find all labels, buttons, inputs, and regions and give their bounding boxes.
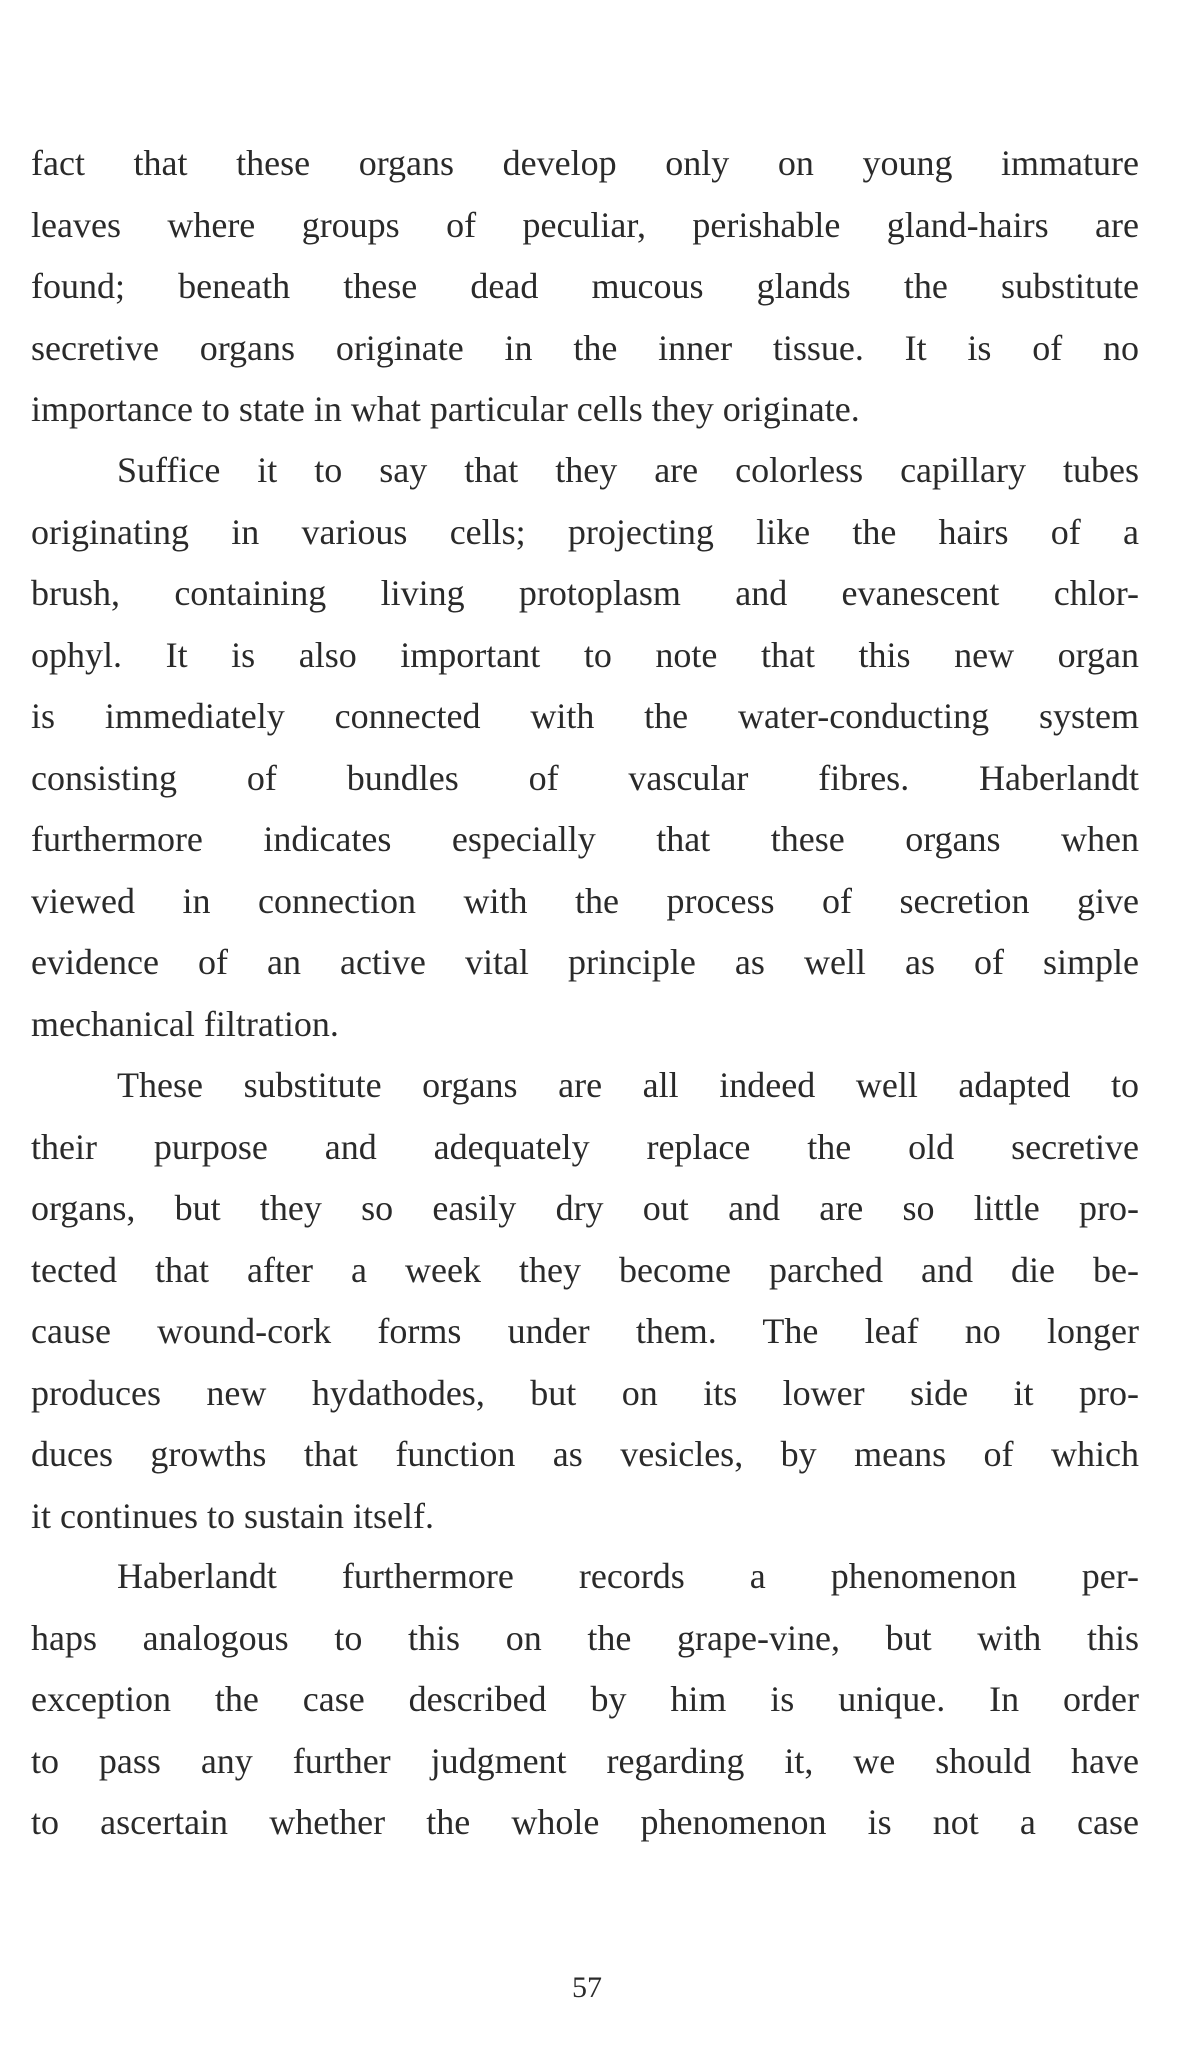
text-line: produces new hydathodes, but on its lower side it pro-	[31, 1372, 1139, 1413]
text-line: viewed in connection with the process of secretion give	[31, 880, 1139, 921]
text-line: exception the case described by him is unique. In order	[31, 1679, 1139, 1719]
text-line: organs, but they so easily dry out and are so little pro-	[31, 1188, 1139, 1228]
text-line: fact that these organs develop only on young immature	[31, 143, 1139, 183]
paragraph-4	[31, 1546, 1139, 1854]
text-line: secretive organs originate in the inner tissue. It is of no	[31, 327, 1139, 368]
paragraph-1	[31, 133, 1139, 441]
text-line: leaves where groups of peculiar, perishable gland-hairs are	[31, 204, 1139, 245]
text-line: cause wound-cork forms under them. The leaf no longer	[31, 1311, 1139, 1351]
text-line: evidence of an active vital principle as well as of simple	[31, 942, 1139, 982]
text-line: is immediately connected with the water-conducting system	[31, 696, 1139, 736]
text-line: haps analogous to this on the grape-vine, but with this	[31, 1617, 1139, 1658]
text-line: duces growths that function as vesicles, by means of which	[31, 1434, 1139, 1474]
text-line: consisting of bundles of vascular fibres. Haberlandt	[31, 757, 1139, 798]
text-line: originating in various cells; projecting like the hairs of a	[31, 511, 1139, 552]
text-line: brush, containing living protoplasm and evanescent chlor-	[31, 573, 1139, 613]
text-line: ophyl. It is also important to note that this new organ	[31, 634, 1139, 675]
text-line: to ascertain whether the whole phenomenon is not a case	[31, 1802, 1139, 1842]
text-line: Haberlandt furthermore records a phenomenon per-	[117, 1556, 1139, 1596]
text-line: to pass any further judgment regarding it, we should have	[31, 1740, 1139, 1781]
text-line: tected that after a week they become parched and die be-	[31, 1249, 1139, 1290]
text-line: found; beneath these dead mucous glands the substitute	[31, 266, 1139, 306]
text-line: furthermore indicates especially that these organs when	[31, 819, 1139, 859]
page-number: 57	[572, 1971, 602, 2004]
text-line: Suffice it to say that they are colorless capillary tubes	[117, 450, 1139, 490]
paragraph-3	[31, 1055, 1139, 1547]
text-line: their purpose and adequately replace the old secretive	[31, 1126, 1139, 1167]
paragraph-2	[31, 440, 1139, 1055]
text-line: These substitute organs are all indeed well adapted to	[117, 1065, 1139, 1105]
text-line: it continues to sustain itself.	[31, 1495, 434, 1536]
text-line: importance to state in what particular cells they originate.	[31, 389, 860, 429]
text-line: mechanical filtration.	[31, 1003, 339, 1044]
